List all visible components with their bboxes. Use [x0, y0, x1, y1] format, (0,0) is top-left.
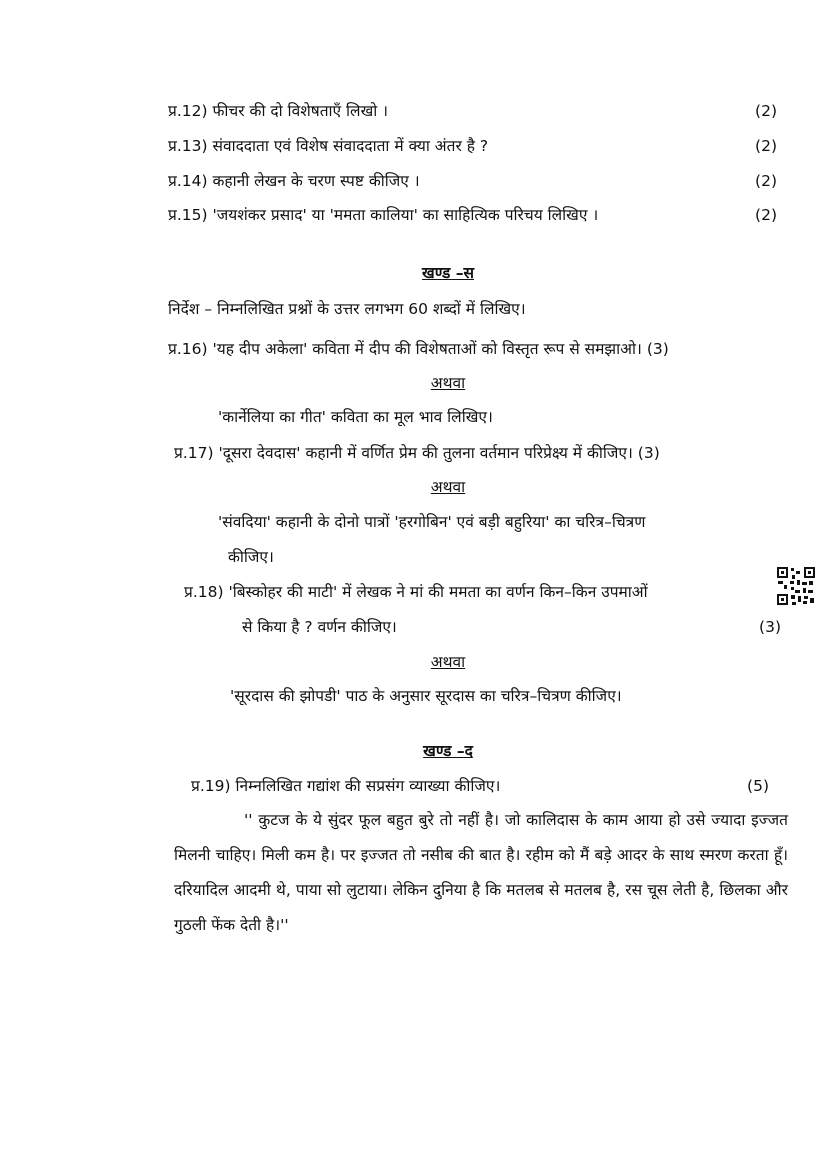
question-16 — [168, 340, 669, 359]
question-14-marks: (2) — [755, 172, 777, 190]
question-18-cont: से किया है ? वर्णन कीजिए। — [242, 618, 397, 636]
question-13 — [168, 137, 488, 156]
question-17-alternative-cont: कीजिए। — [228, 548, 274, 566]
question-number: प्र.14) — [168, 172, 208, 190]
question-19 — [191, 777, 500, 796]
question-18-alternative: 'सूरदास की झोपडी' पाठ के अनुसार सूरदास का चरित्र–चित्रण कीजिए। — [230, 687, 622, 705]
question-text: फीचर की दो विशेषताएँ लिखो । — [212, 102, 389, 120]
question-18-marks: (3) — [759, 618, 781, 636]
question-text: कहानी लेखन के चरण स्पष्ट कीजिए । — [212, 172, 420, 190]
question-18 — [184, 583, 648, 602]
question-15-marks: (2) — [755, 206, 777, 224]
question-13-marks: (2) — [755, 137, 777, 155]
question-12 — [168, 102, 388, 121]
question-19-marks: (5) — [747, 777, 769, 795]
question-number: प्र.17) — [174, 444, 214, 462]
section-c-heading: खण्ड –स — [422, 264, 474, 282]
question-number: प्र.13) — [168, 137, 208, 155]
section-c-instruction: निर्देश – निम्नलिखित प्रश्नों के उत्तर लगभग 60 शब्दों में लिखिए। — [168, 300, 526, 318]
question-text: 'जयशंकर प्रसाद' या 'ममता कालिया' का साहित्यिक परिचय लिखिए । — [212, 206, 599, 224]
question-15 — [168, 206, 598, 225]
question-number: प्र.16) — [168, 340, 208, 358]
qr-code-icon — [776, 566, 816, 606]
question-marks: (3) — [637, 444, 660, 462]
question-number: प्र.12) — [168, 102, 208, 120]
section-d-heading: खण्ड –द — [423, 742, 473, 760]
question-number: प्र.19) — [191, 777, 231, 795]
question-17-alternative: 'संवदिया' कहानी के दोनो पात्रों 'हरगोबिन' एवं बड़ी बहुरिया' का चरित्र–चित्रण — [218, 513, 646, 531]
question-number: प्र.15) — [168, 206, 208, 224]
question-17 — [174, 444, 660, 463]
question-14 — [168, 172, 420, 191]
question-marks: (3) — [646, 340, 669, 358]
question-text: निम्नलिखित गद्यांश की सप्रसंग व्याख्या कीजिए। — [235, 777, 501, 795]
question-16-alternative: 'कार्नेलिया का गीत' कविता का मूल भाव लिखिए। — [218, 408, 493, 426]
question-number: प्र.18) — [184, 583, 224, 601]
or-label: अथवा — [430, 653, 466, 671]
passage: '' कुटज के ये सुंदर फूल बहुत बुरे तो नहीं है। जो कालिदास के काम आया हो उसे ज्यादा इज्जत मिलनी चाहिए। मिली कम है। पर इज्जत तो नसीब की बात है। रहीम को मैं बड़े आदर के साथ स्मरण करता हूँ। दरियादिल आदमी थे, पाया सो लुटाया। लेकिन दुनिया है कि मतलब से मतलब है, रस चूस लेती है, छिलका और गुठली फेंक देती है।'' — [174, 811, 788, 934]
or-label: अथवा — [430, 478, 466, 496]
question-text: संवाददाता एवं विशेष संवाददाता में क्या अंतर है ? — [212, 137, 489, 155]
question-text: 'दूसरा देवदास' कहानी में वर्णित प्रेम की तुलना वर्तमान परिप्रेक्ष्य में कीजिए। — [218, 444, 633, 462]
question-text: 'बिस्कोहर की माटी' में लेखक ने मां की ममता का वर्णन किन–किन उपमाओं — [228, 583, 648, 601]
question-text: 'यह दीप अकेला' कविता में दीप की विशेषताओं को विस्तृत रूप से समझाओ। — [212, 340, 642, 358]
question-12-marks: (2) — [755, 102, 777, 120]
or-label: अथवा — [430, 374, 466, 392]
